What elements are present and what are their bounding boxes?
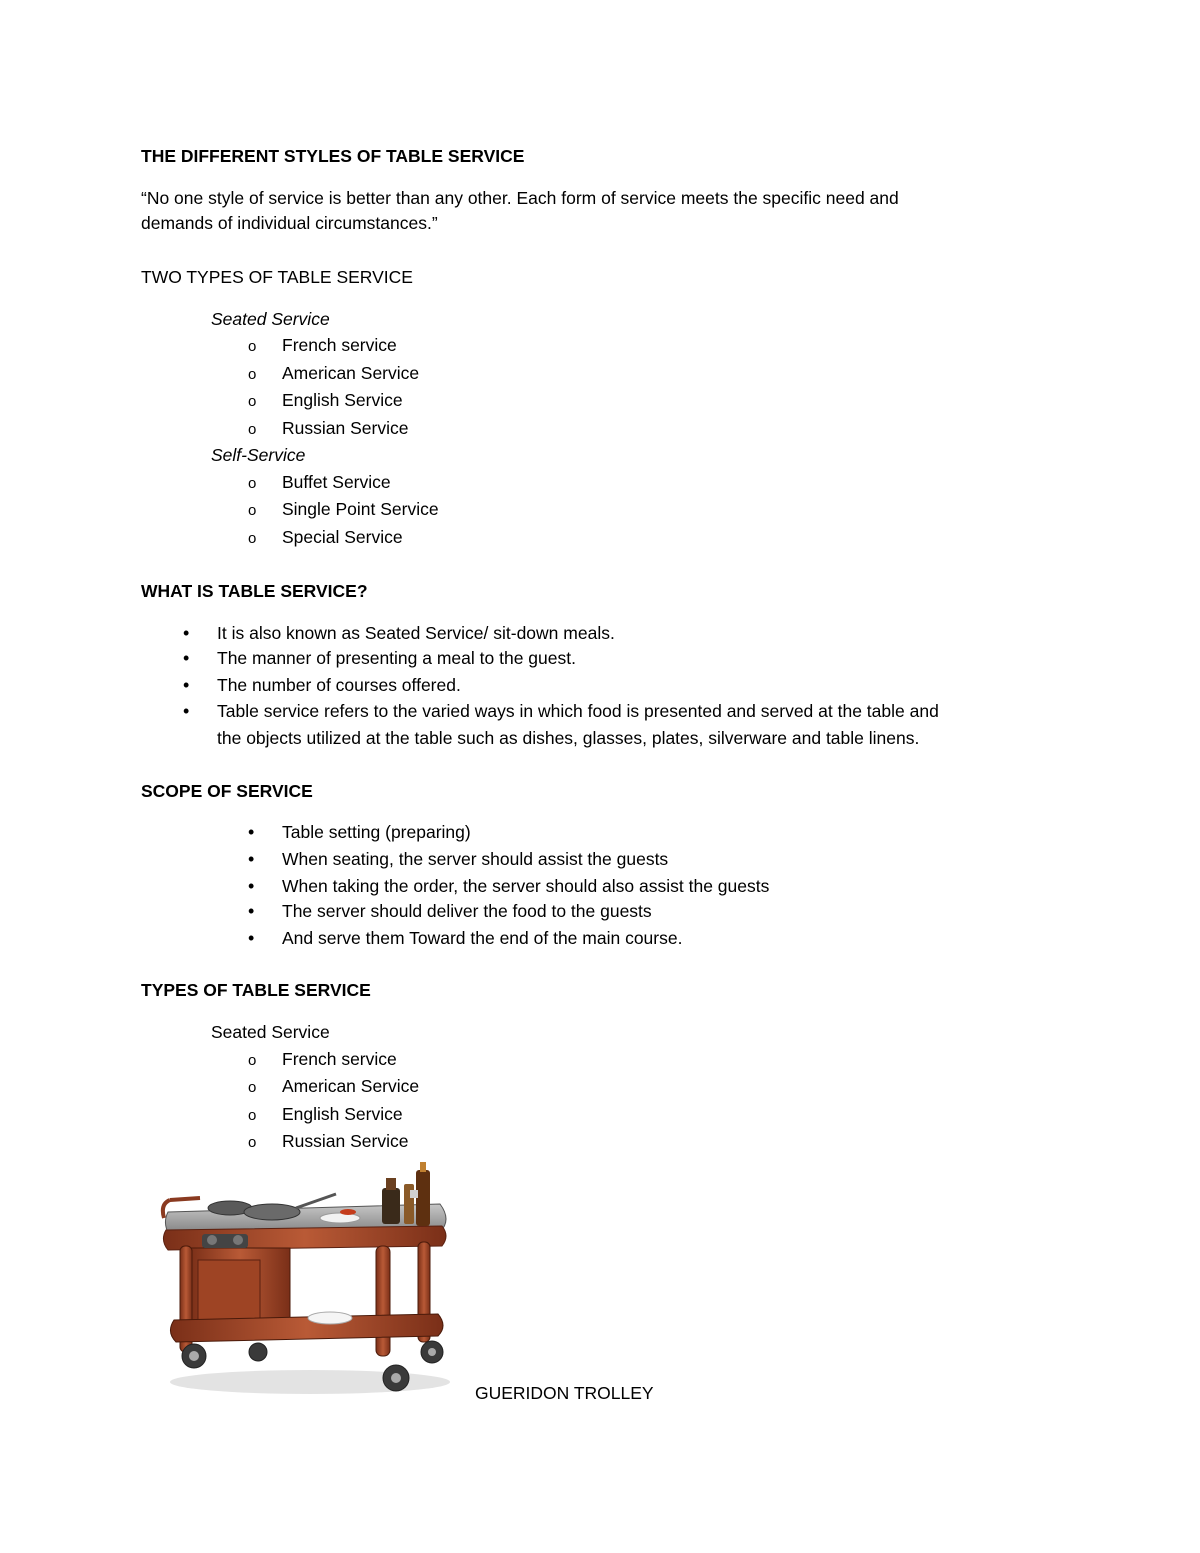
types-heading: TYPES OF TABLE SERVICE xyxy=(141,980,371,1000)
what-is-heading: WHAT IS TABLE SERVICE? xyxy=(141,581,368,601)
hollow-bullet: o xyxy=(248,421,257,438)
solid-bullet: • xyxy=(248,876,255,896)
hollow-bullet: o xyxy=(248,502,257,519)
list-item: Table setting (preparing) xyxy=(282,822,471,842)
list-item: Buffet Service xyxy=(282,472,391,492)
solid-bullet: • xyxy=(248,822,255,842)
solid-bullet: • xyxy=(183,623,190,643)
list-item: The server should deliver the food to the guests xyxy=(282,901,652,921)
solid-bullet: • xyxy=(248,901,255,921)
hollow-bullet: o xyxy=(248,366,257,383)
quote-line-2: demands of individual circumstances.” xyxy=(141,213,438,233)
scope-heading: SCOPE OF SERVICE xyxy=(141,781,313,801)
solid-bullet: • xyxy=(248,928,255,948)
list-item: When seating, the server should assist the guests xyxy=(282,849,669,869)
list-item: Russian Service xyxy=(282,1131,409,1151)
solid-bullet: • xyxy=(248,849,255,869)
list-item: And serve them Toward the end of the main course. xyxy=(282,928,683,948)
list-item: Single Point Service xyxy=(282,499,439,519)
group-label-seated: Seated Service xyxy=(211,1022,330,1042)
solid-bullet: • xyxy=(183,648,190,668)
list-item-continuation: the objects utilized at the table such as dishes, glasses, plates, silverware and table linens. xyxy=(217,728,920,748)
gueridon-trolley-image xyxy=(160,1160,460,1400)
list-item: French service xyxy=(282,1049,397,1069)
list-item: Special Service xyxy=(282,527,403,547)
group-label-self: Self-Service xyxy=(211,445,306,465)
document-title: THE DIFFERENT STYLES OF TABLE SERVICE xyxy=(141,146,525,166)
list-item: English Service xyxy=(282,1104,403,1124)
list-item: Russian Service xyxy=(282,418,409,438)
list-item: The manner of presenting a meal to the guest. xyxy=(217,648,576,668)
two-types-heading: TWO TYPES OF TABLE SERVICE xyxy=(141,267,413,287)
list-item: It is also known as Seated Service/ sit-down meals. xyxy=(217,623,615,643)
list-item: When taking the order, the server should also assist the guests xyxy=(282,876,770,896)
list-item: American Service xyxy=(282,363,420,383)
hollow-bullet: o xyxy=(248,1107,257,1124)
quote-line-1: “No one style of service is better than any other. Each form of service meets the specific need and xyxy=(141,188,899,208)
solid-bullet: • xyxy=(183,701,190,721)
hollow-bullet: o xyxy=(248,1079,257,1096)
figure-caption: GUERIDON TROLLEY xyxy=(475,1383,654,1403)
hollow-bullet: o xyxy=(248,338,257,355)
hollow-bullet: o xyxy=(248,530,257,547)
solid-bullet: • xyxy=(183,675,190,695)
list-item: English Service xyxy=(282,390,403,410)
list-item: French service xyxy=(282,335,397,355)
list-item: American Service xyxy=(282,1076,420,1096)
hollow-bullet: o xyxy=(248,475,257,492)
group-label-seated: Seated Service xyxy=(211,309,330,329)
hollow-bullet: o xyxy=(248,393,257,410)
hollow-bullet: o xyxy=(248,1052,257,1069)
list-item: The number of courses offered. xyxy=(217,675,461,695)
list-item: Table service refers to the varied ways in which food is presented and served at the table and xyxy=(217,701,939,721)
hollow-bullet: o xyxy=(248,1134,257,1151)
